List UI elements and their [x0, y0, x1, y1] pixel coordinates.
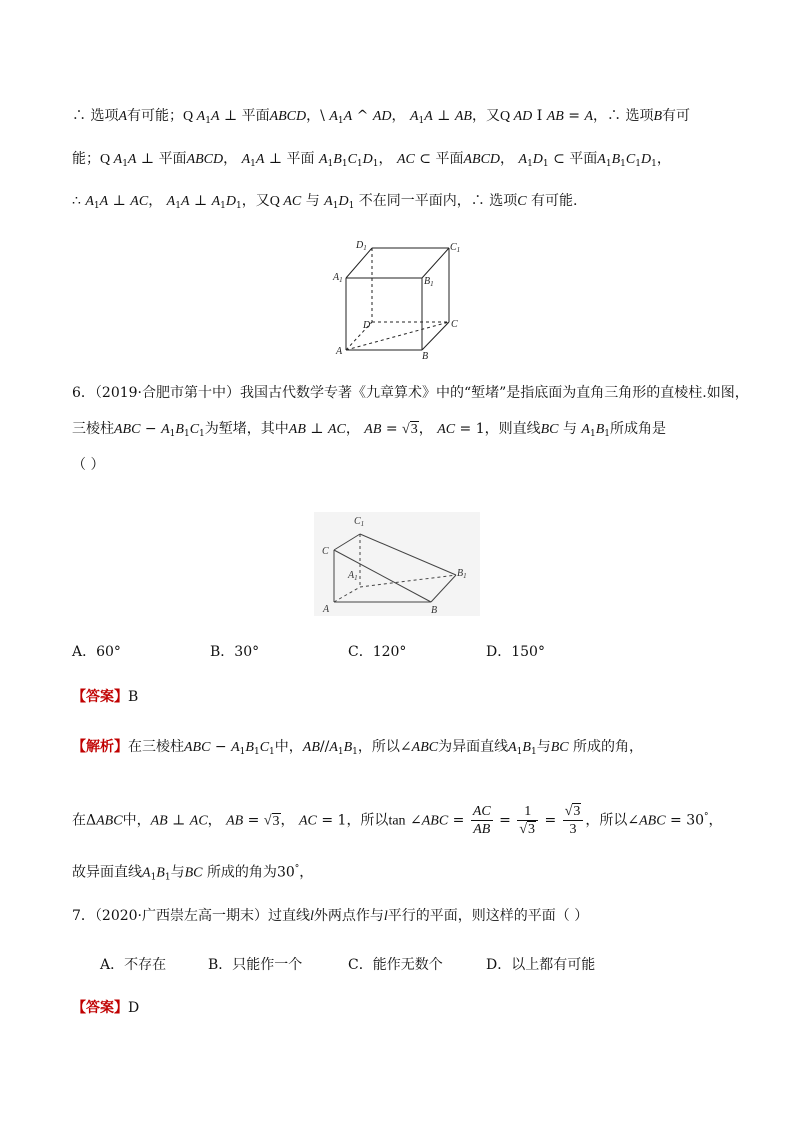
analysis-line-1: ∴ 选项A有可能；Q $A_1A$ ⊥ 平面ABCD，\ $A_1A$ ^ AD， $A_1A$ ⊥ AB，又Q AD I AB = A，∴ 选项B有可: [72, 108, 691, 126]
q6-stem-line-2: 三棱柱ABC − $A_1B_1C_1$为堑堵，其中AB ⊥ AC， AB = √3， AC = 1，则直线BC 与 $A_1B_1$所成角是: [72, 421, 667, 439]
label-b1: $B_1$: [424, 276, 434, 288]
q7-option-a: A．不存在: [100, 957, 167, 973]
fraction-ac-ab: $\frac{AC}{AB}$: [472, 804, 491, 838]
q6-analysis-line-3: 故异面直线$A_1B_1$与BC 所成的角为30°，: [72, 864, 314, 883]
q6-answer: [72, 687, 138, 707]
analysis-line-3: ∴ $A_1A$ ⊥ AC， $A_1A$ ⊥ $A_1D_1$，又Q AC 与 $A_1D_1$ 不在同一平面内，∴ 选项C 有可能.: [72, 193, 578, 211]
analysis-tag: 【解析】: [72, 739, 128, 755]
answer-value: D: [128, 1000, 140, 1016]
q6-analysis-line-1: 【解析】在三棱柱ABC − $A_1B_1C_1$中，$AB//A_1B_1$，所以∠ABC为异面直线$A_1B_1$与BC 所成的角，: [72, 739, 644, 757]
answer-value: B: [128, 689, 139, 705]
q6-option-c: C．120°: [348, 644, 407, 660]
cube-figure: [330, 236, 470, 362]
label-d1: $D_1$: [356, 240, 367, 252]
fraction-sqrt3-3: $\frac{√3}{3}$: [563, 803, 584, 838]
prism-figure: [314, 512, 480, 616]
label-c1: $C_1$: [354, 516, 365, 528]
answer-tag: 【答案】: [72, 689, 128, 705]
analysis-line-2: 能；Q $A_1A$ ⊥ 平面ABCD， $A_1A$ ⊥ 平面 $A_1B_1C_1D_1$， AC ⊂ 平面ABCD， $A_1D_1$ ⊂ 平面$A_1B_1C_1D_1$，: [72, 151, 671, 169]
label-d: D: [363, 320, 371, 331]
label-c: C: [451, 319, 458, 330]
edge-ac: [346, 322, 449, 350]
q6-option-b: B．30°: [210, 644, 260, 660]
fraction-1-sqrt3: $\frac{1}{√3}$: [517, 803, 538, 838]
label-b: B: [422, 351, 429, 362]
q6-paren: （ ）: [72, 457, 105, 473]
q7-option-d: D．以上都有可能: [486, 957, 596, 973]
label-b1: $B_1$: [457, 568, 467, 580]
q6-option-d: D．150°: [486, 644, 545, 660]
label-a: A: [323, 604, 330, 615]
edge-b1c1: [422, 248, 449, 278]
answer-tag: 【答案】: [72, 1000, 128, 1016]
label-c1: $C_1$: [450, 242, 461, 254]
label-a1: $A_1$: [333, 272, 343, 284]
q6-analysis-line-2: 在ΔABC中，AB ⊥ AC， AB = √3， AC = 1，所以tan ∠ABC = $\frac{AC}{AB}$ = $\frac{1}{√3}$ = $\frac{√3}{3}$ ，所以∠ABC = 30°，: [72, 804, 723, 838]
q7-stem: 7．（2020·广西崇左高一期末）过直线l外两点作与l平行的平面，则这样的平面（ ）: [72, 908, 589, 924]
label-c: C: [322, 546, 329, 557]
q7-option-c: C．能作无数个: [348, 957, 443, 973]
q7-answer: [72, 998, 139, 1018]
figure-background: [314, 512, 480, 616]
q7-option-b: B．只能作一个: [208, 957, 303, 973]
label-a1: $A_1$: [348, 570, 358, 582]
q6-stem-line-1: 6．（2019·合肥市第十中）我国古代数学专著《九章算术》中的“堑堵”是指底面为直角三角形的直棱柱.如图，: [72, 385, 749, 401]
label-b: B: [431, 605, 438, 616]
edge-bc: [422, 322, 449, 350]
q6-option-a: A．60°: [72, 644, 121, 660]
edge-a1d1: [346, 248, 372, 278]
label-a: A: [336, 346, 343, 357]
